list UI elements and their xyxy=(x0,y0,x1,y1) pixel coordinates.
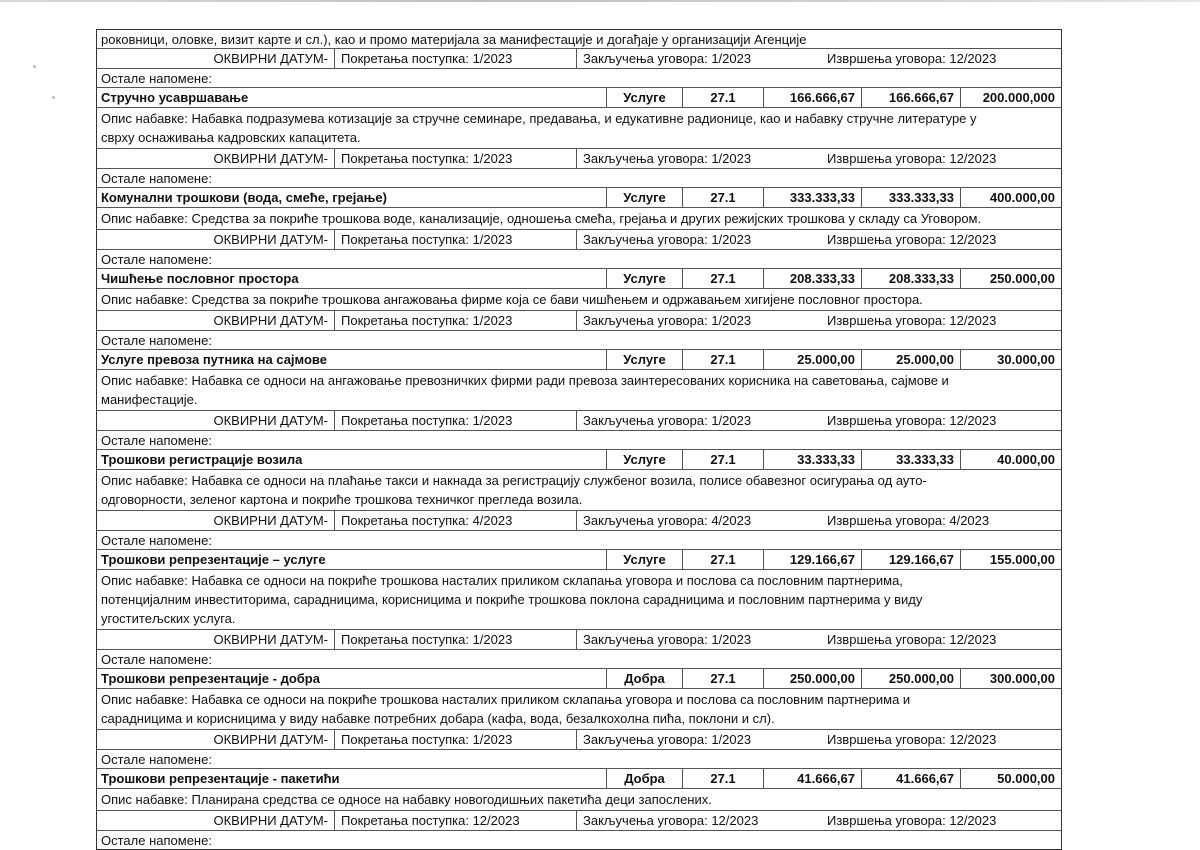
frame-date-row xyxy=(97,410,1061,430)
other-notes-row xyxy=(97,68,1061,87)
description-line: Опис набавке: Набавка се односи на ангажовање превозничких фирми ради превоза заинтересованих корисника на саветовања, сајмове и xyxy=(101,373,949,388)
procurement-item-row xyxy=(97,268,1061,288)
other-notes-row xyxy=(97,749,1061,768)
other-notes-label: Остале напомене: xyxy=(101,432,212,448)
other-notes-row xyxy=(97,168,1061,187)
procedure-start-date: Покретања поступка: 1/2023 xyxy=(335,230,577,249)
item-value-3: 250.000,00 xyxy=(989,271,1055,286)
other-notes-label: Остале напомене: xyxy=(101,651,212,667)
item-value-2: 333.333,33 xyxy=(862,188,961,207)
contract-conclusion-date: Закључења уговора: 1/2023 xyxy=(583,313,752,328)
description-line: сарадницима и корисницима у виду набавке потребних добара (кафа, вода, безалкохолна пића, поклони и сл). xyxy=(101,711,775,726)
description-line: Опис набавке: Набавка подразумева котизације за стручне семинаре, предавања, и едукативне радионице, као и набавку стручне литературе у xyxy=(101,111,977,126)
item-value-3: 155.000,00 xyxy=(989,552,1055,567)
other-notes-label: Остале напомене: xyxy=(101,751,212,767)
item-description xyxy=(97,570,1061,629)
item-value-1: 33.333,33 xyxy=(764,450,862,469)
procurement-item-row xyxy=(97,87,1061,107)
item-value-3: 50.000,00 xyxy=(997,771,1055,786)
contract-execution-date: Извршења уговора: 4/2023 xyxy=(827,513,990,528)
item-description-row xyxy=(97,207,1061,229)
description-line: Опис набавке: Набавка се односи на покриће трошкова насталих приликом склапања уговора и послова са пословним партнерима, xyxy=(101,573,903,588)
description-line: потенцијалним инвеститорима, сарадницима, корисницима и покриће трошкова поклона сарадницима и пословним партнерима у виду xyxy=(101,592,923,607)
item-type: Услуге xyxy=(607,188,683,207)
frame-date-row xyxy=(97,229,1061,249)
procedure-start-date: Покретања поступка: 1/2023 xyxy=(335,49,577,68)
item-value-2: 250.000,00 xyxy=(862,669,961,688)
item-description-row xyxy=(97,688,1061,729)
frame-date-row xyxy=(97,510,1061,530)
frame-date-label: ОКВИРНИ ДАТУМ- xyxy=(97,730,335,749)
scan-speck xyxy=(33,65,36,68)
description-line: Опис набавке: Средства за покриће трошкова воде, канализације, одношења смећа, грејања и других режијских трошкова у складу са Уговором. xyxy=(101,211,982,226)
item-description-row xyxy=(97,288,1061,310)
description-line: Опис набавке: Средства за покриће трошкова ангажовања фирме која се бави чишћењем и одржавањем хигијене пословног простора. xyxy=(101,292,923,307)
item-description xyxy=(97,789,1061,810)
procedure-start-date: Покретања поступка: 1/2023 xyxy=(335,411,577,430)
item-account-code: 27.1 xyxy=(683,450,764,469)
other-notes-label: Остале напомене: xyxy=(101,170,212,186)
item-value-3: 200.000,000 xyxy=(982,90,1055,105)
item-name: Стручно усавршавање xyxy=(97,88,607,107)
item-value-2: 41.666,67 xyxy=(862,769,961,788)
item-name: Чишћење пословног простора xyxy=(97,269,607,288)
item-value-2: 129.166,67 xyxy=(862,550,961,569)
item-account-code: 27.1 xyxy=(683,350,764,369)
item-account-code: 27.1 xyxy=(683,88,764,107)
item-value-1: 41.666,67 xyxy=(764,769,862,788)
frame-date-row xyxy=(97,729,1061,749)
item-value-1: 250.000,00 xyxy=(764,669,862,688)
procedure-start-date: Покретања поступка: 1/2023 xyxy=(335,149,577,168)
item-type: Добра xyxy=(607,669,683,688)
item-account-code: 27.1 xyxy=(683,550,764,569)
frame-date-row xyxy=(97,48,1061,68)
item-description-row xyxy=(97,369,1061,410)
contract-conclusion-date: Закључења уговора: 4/2023 xyxy=(583,513,752,528)
item-description-row xyxy=(97,788,1061,810)
item-account-code: 27.1 xyxy=(683,188,764,207)
item-value-3: 400.000,00 xyxy=(989,190,1055,205)
frame-date-label: ОКВИРНИ ДАТУМ- xyxy=(97,149,335,168)
other-notes-label: Остале напомене: xyxy=(101,332,212,348)
item-description-row xyxy=(97,569,1061,629)
other-notes-row xyxy=(97,249,1061,268)
intro-text: роковници, оловке, визит карте и сл.), као и промо материјала за манифестације и догађаје у организацији Агенције xyxy=(101,31,807,47)
description-line: Опис набавке: Набавка се односи на плаћање такси и накнада за регистрацију службеног возила, полисе обавезног осигурања од ауто- xyxy=(101,473,927,488)
item-description xyxy=(97,108,1061,148)
item-value-1: 25.000,00 xyxy=(764,350,862,369)
contract-execution-date: Извршења уговора: 12/2023 xyxy=(827,151,997,166)
item-value-1: 166.666,67 xyxy=(764,88,862,107)
item-type: Услуге xyxy=(607,550,683,569)
contract-conclusion-date: Закључења уговора: 1/2023 xyxy=(583,151,752,166)
item-description xyxy=(97,470,1061,510)
frame-date-label: ОКВИРНИ ДАТУМ- xyxy=(97,811,335,830)
procurement-item-row xyxy=(97,187,1061,207)
contract-execution-date: Извршења уговора: 12/2023 xyxy=(827,732,997,747)
other-notes-label: Остале напомене: xyxy=(101,251,212,267)
other-notes-label: Остале напомене: xyxy=(101,832,212,848)
frame-date-label: ОКВИРНИ ДАТУМ- xyxy=(97,49,335,68)
description-line: сврху оснаживања кадровских капацитета. xyxy=(101,130,361,145)
intro-text-row xyxy=(97,30,1061,48)
other-notes-row xyxy=(97,830,1061,849)
description-line: Опис набавке: Набавка се односи на покриће трошкова насталих приликом склапања уговора и послова са пословним партнерима и xyxy=(101,692,911,707)
item-description-row xyxy=(97,469,1061,510)
frame-date-row xyxy=(97,810,1061,830)
item-name: Трошкови репрезентације – услуге xyxy=(97,550,607,569)
contract-conclusion-date: Закључења уговора: 1/2023 xyxy=(583,413,752,428)
frame-date-label: ОКВИРНИ ДАТУМ- xyxy=(97,630,335,649)
item-description-row xyxy=(97,107,1061,148)
item-value-3: 40.000,00 xyxy=(997,452,1055,467)
procurement-item-row xyxy=(97,768,1061,788)
item-value-1: 129.166,67 xyxy=(764,550,862,569)
other-notes-row xyxy=(97,649,1061,668)
item-value-2: 25.000,00 xyxy=(862,350,961,369)
other-notes-row xyxy=(97,330,1061,349)
description-line: угоститељских услуга. xyxy=(101,611,236,626)
frame-date-label: ОКВИРНИ ДАТУМ- xyxy=(97,230,335,249)
item-name: Трошкови регистрације возила xyxy=(97,450,607,469)
scan-speck xyxy=(52,96,55,99)
procurement-item-row xyxy=(97,349,1061,369)
procurement-item-row xyxy=(97,668,1061,688)
procedure-start-date: Покретања поступка: 1/2023 xyxy=(335,311,577,330)
item-value-3: 300.000,00 xyxy=(989,671,1055,686)
item-description xyxy=(97,208,1061,229)
procurement-item-row xyxy=(97,549,1061,569)
scan-edge-line xyxy=(0,0,1200,2)
other-notes-row xyxy=(97,530,1061,549)
procedure-start-date: Покретања поступка: 4/2023 xyxy=(335,511,577,530)
contract-execution-date: Извршења уговора: 12/2023 xyxy=(827,813,997,828)
item-description xyxy=(97,289,1061,310)
item-value-2: 33.333,33 xyxy=(862,450,961,469)
contract-execution-date: Извршења уговора: 12/2023 xyxy=(827,413,997,428)
item-name: Трошкови репрезентације - пакетићи xyxy=(97,769,607,788)
procurement-plan-table xyxy=(96,29,1062,850)
contract-execution-date: Извршења уговора: 12/2023 xyxy=(827,313,997,328)
item-type: Услуге xyxy=(607,350,683,369)
description-line: одговорности, зеленог картона и покриће трошкова техничког прегледа возила. xyxy=(101,492,583,507)
description-line: Опис набавке: Планирана средства се односе на набавку новогодишњих пакетића деци запослених. xyxy=(101,792,712,807)
contract-conclusion-date: Закључења уговора: 1/2023 xyxy=(583,632,752,647)
other-notes-label: Остале напомене: xyxy=(101,70,212,86)
item-description xyxy=(97,370,1061,410)
item-name: Комунални трошкови (вода, смеће, грејање) xyxy=(97,188,607,207)
procedure-start-date: Покретања поступка: 12/2023 xyxy=(335,811,577,830)
frame-date-label: ОКВИРНИ ДАТУМ- xyxy=(97,411,335,430)
other-notes-row xyxy=(97,430,1061,449)
item-name: Услуге превоза путника на сајмове xyxy=(97,350,607,369)
item-name: Трошкови репрезентације - добра xyxy=(97,669,607,688)
frame-date-row xyxy=(97,310,1061,330)
item-type: Добра xyxy=(607,769,683,788)
contract-conclusion-date: Закључења уговора: 1/2023 xyxy=(583,51,752,66)
item-value-3: 30.000,00 xyxy=(997,352,1055,367)
item-type: Услуге xyxy=(607,269,683,288)
item-value-1: 333.333,33 xyxy=(764,188,862,207)
frame-date-label: ОКВИРНИ ДАТУМ- xyxy=(97,511,335,530)
item-account-code: 27.1 xyxy=(683,269,764,288)
item-value-2: 208.333,33 xyxy=(862,269,961,288)
item-type: Услуге xyxy=(607,450,683,469)
item-description xyxy=(97,689,1061,729)
other-notes-label: Остале напомене: xyxy=(101,532,212,548)
item-value-1: 208.333,33 xyxy=(764,269,862,288)
contract-conclusion-date: Закључења уговора: 1/2023 xyxy=(583,732,752,747)
contract-execution-date: Извршења уговора: 12/2023 xyxy=(827,51,997,66)
item-account-code: 27.1 xyxy=(683,769,764,788)
frame-date-row xyxy=(97,629,1061,649)
contract-conclusion-date: Закључења уговора: 12/2023 xyxy=(583,813,759,828)
procurement-item-row xyxy=(97,449,1061,469)
contract-execution-date: Извршења уговора: 12/2023 xyxy=(827,632,997,647)
contract-execution-date: Извршења уговора: 12/2023 xyxy=(827,232,997,247)
item-value-2: 166.666,67 xyxy=(862,88,961,107)
item-type: Услуге xyxy=(607,88,683,107)
procedure-start-date: Покретања поступка: 1/2023 xyxy=(335,730,577,749)
procedure-start-date: Покретања поступка: 1/2023 xyxy=(335,630,577,649)
item-account-code: 27.1 xyxy=(683,669,764,688)
frame-date-label: ОКВИРНИ ДАТУМ- xyxy=(97,311,335,330)
description-line: манифестације. xyxy=(101,392,198,407)
contract-conclusion-date: Закључења уговора: 1/2023 xyxy=(583,232,752,247)
frame-date-row xyxy=(97,148,1061,168)
